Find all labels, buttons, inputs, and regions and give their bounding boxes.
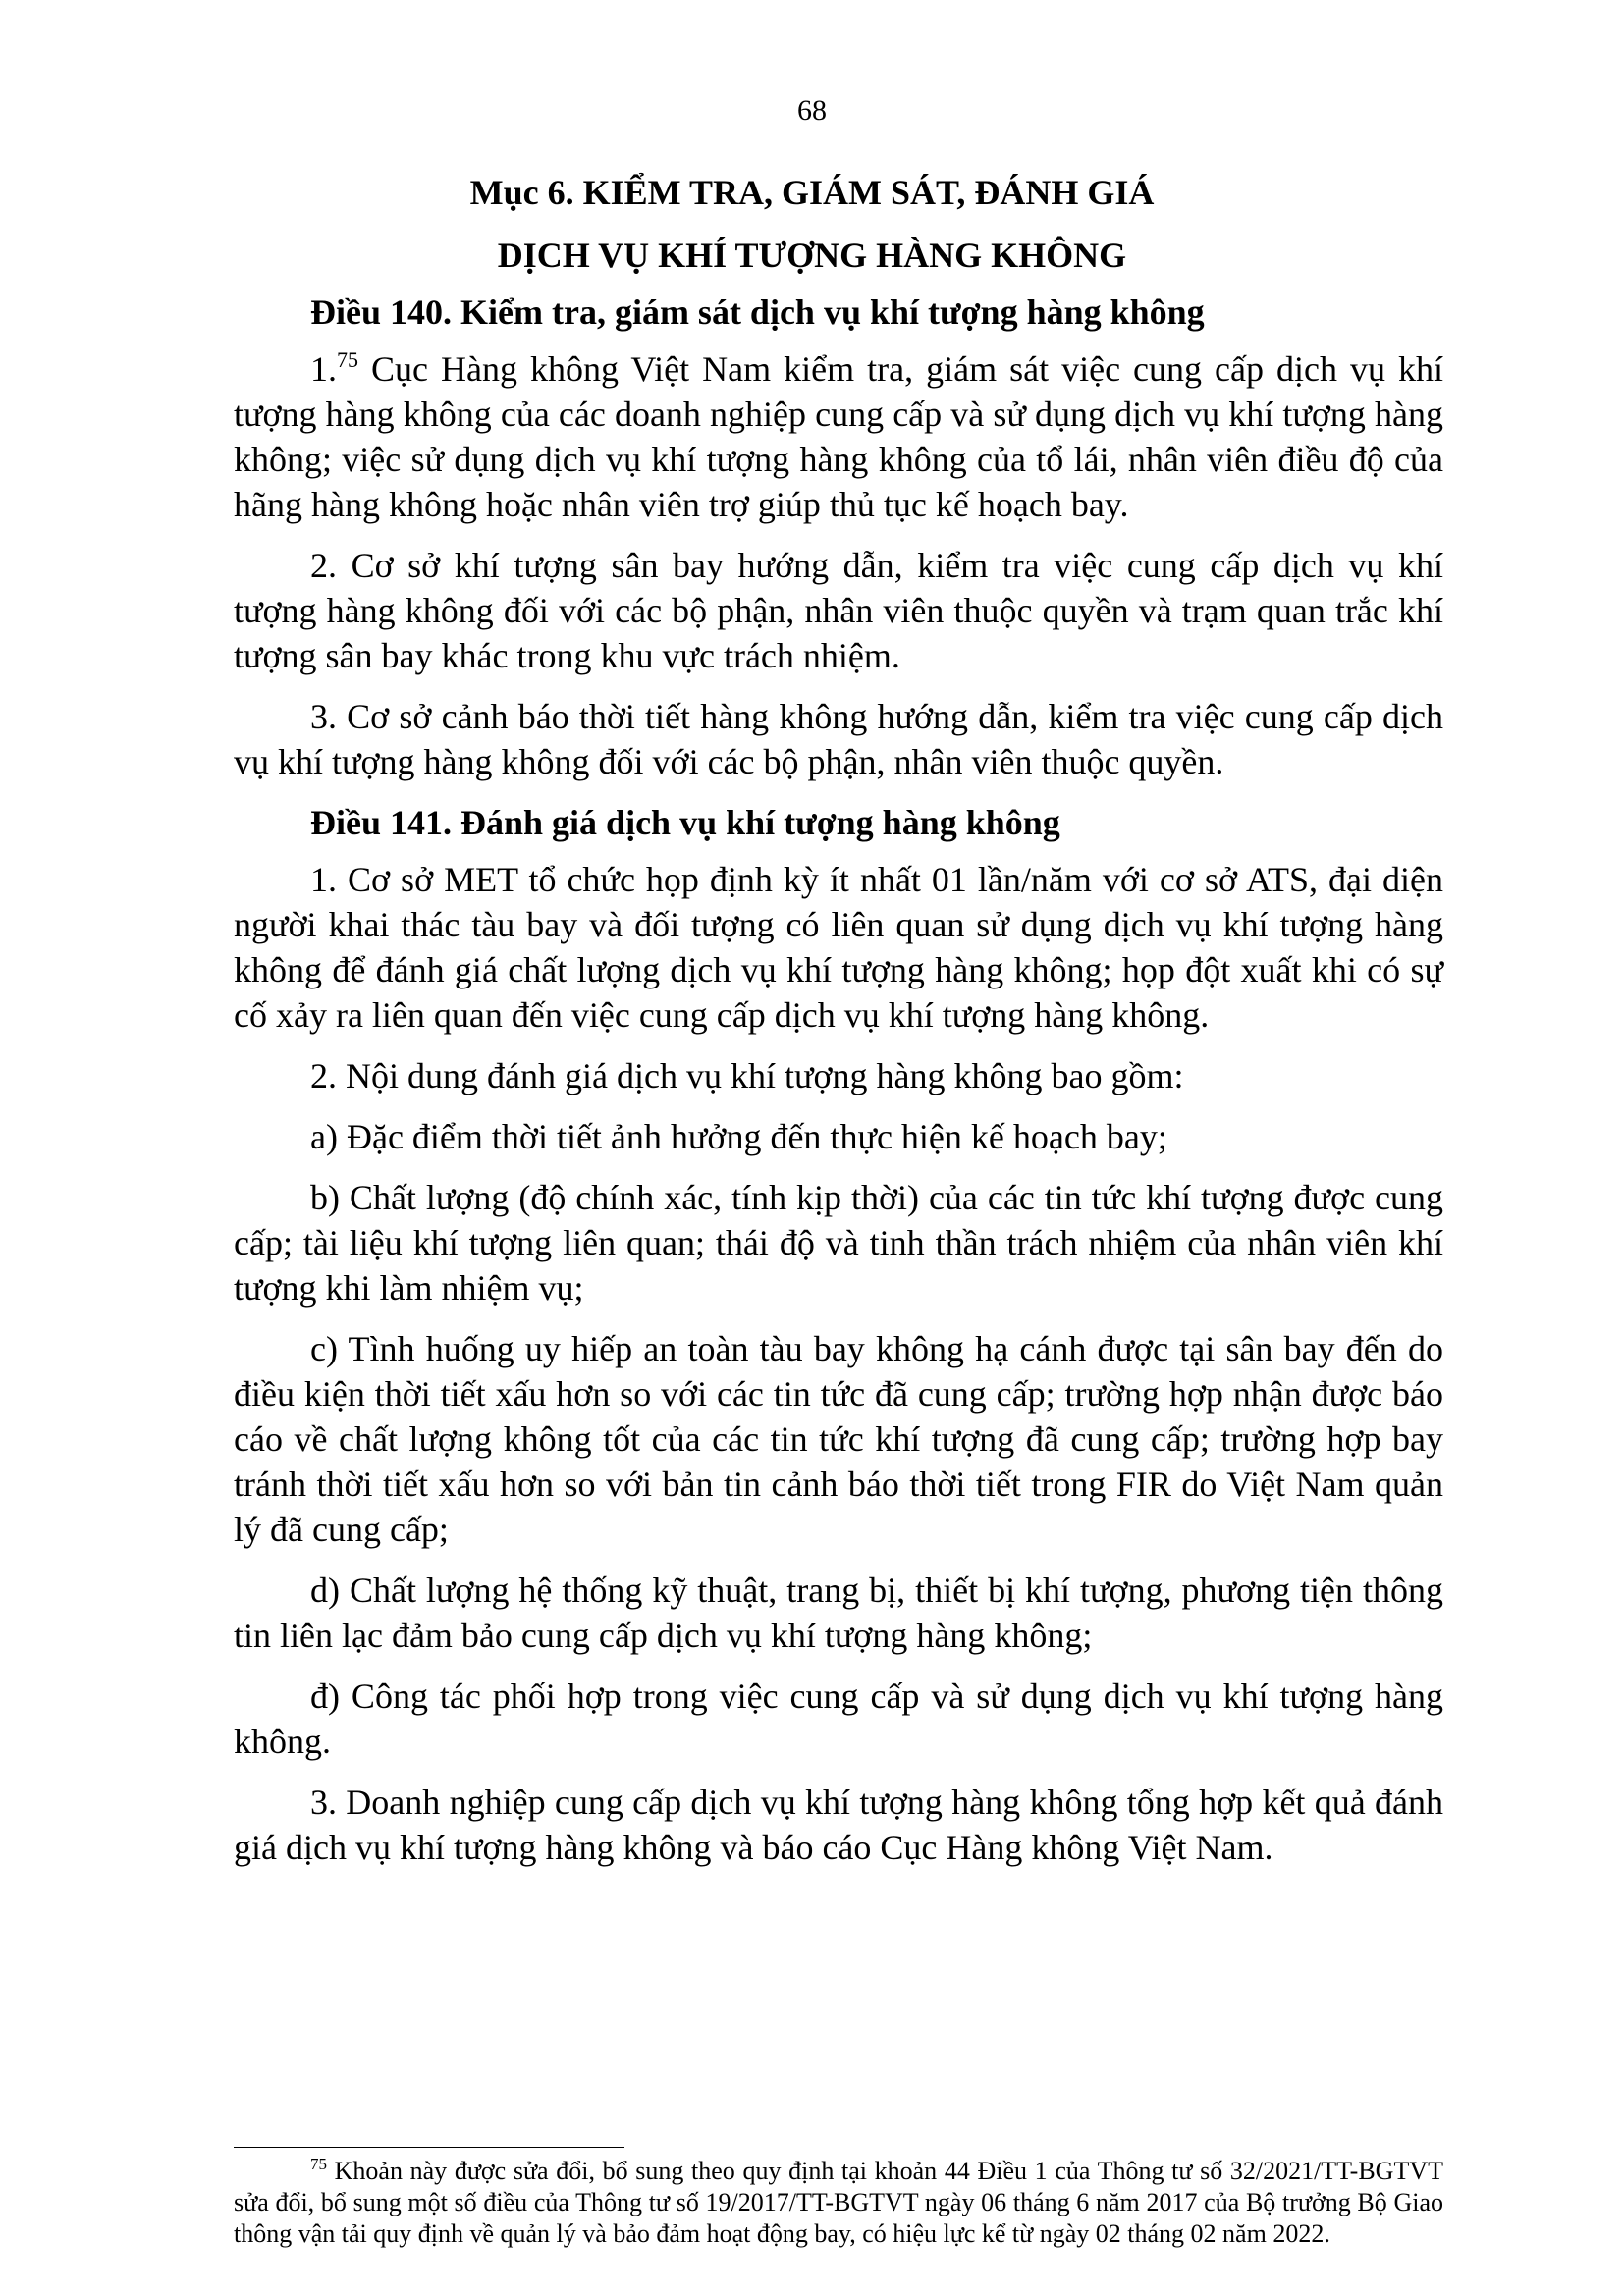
section-heading-line-2: DỊCH VỤ KHÍ TƯỢNG HÀNG KHÔNG	[497, 236, 1127, 275]
footnote-text: Khoản này được sửa đổi, bổ sung theo quy định tại khoản 44 Điều 1 của Thông tư số 32/2021/TT-BGTVT sửa đổi, bổ sung một số điều của Thông tư số 19/2017/TT-BGTVT ngày 06 tháng 6 năm 2017 của Bộ trưởng Bộ Giao thông vận tải quy định về quản lý và bảo đảm hoạt động bay, có hiệu lực kể từ ngày 02 tháng 02 năm 2022.	[234, 2157, 1443, 2248]
article-140-paragraph-1	[234, 347, 1443, 527]
article-141-item-d: d) Chất lượng hệ thống kỹ thuật, trang bị, thiết bị khí tượng, phương tiện thông tin liên lạc đảm bảo cung cấp dịch vụ khí tượng hàng không;	[234, 1571, 1443, 1655]
footnote-reference: 75	[337, 347, 358, 372]
paragraph-text: Cục Hàng không Việt Nam kiểm tra, giám sát việc cung cấp dịch vụ khí tượng hàng không của các doanh nghiệp cung cấp và sử dụng dịch vụ khí tượng hàng không; việc sử dụng dịch vụ khí tượng hàng không của tổ lái, nhân viên điều độ của hãng hàng không hoặc nhân viên trợ giúp thủ tục kế hoạch bay.	[234, 349, 1443, 524]
article-140-paragraph-3: 3. Cơ sở cảnh báo thời tiết hàng không hướng dẫn, kiểm tra việc cung cấp dịch vụ khí tượng hàng không đối với các bộ phận, nhân viên thuộc quyền.	[234, 697, 1443, 781]
footnote-number: 75	[310, 2155, 327, 2173]
section-heading-line-1: Mục 6. KIỂM TRA, GIÁM SÁT, ĐÁNH GIÁ	[469, 173, 1155, 212]
article-141-title: Điều 141. Đánh giá dịch vụ khí tượng hàng không	[310, 803, 1060, 842]
article-141-paragraph-3: 3. Doanh nghiệp cung cấp dịch vụ khí tượng hàng không tổng hợp kết quả đánh giá dịch vụ khí tượng hàng không và báo cáo Cục Hàng không Việt Nam.	[234, 1783, 1443, 1867]
article-141-paragraph-2: 2. Nội dung đánh giá dịch vụ khí tượng hàng không bao gồm:	[310, 1056, 1184, 1095]
article-141-item-dd: đ) Công tác phối hợp trong việc cung cấp và sử dụng dịch vụ khí tượng hàng không.	[234, 1677, 1443, 1761]
document-body	[234, 290, 1443, 1886]
article-141-paragraph-1: 1. Cơ sở MET tổ chức họp định kỳ ít nhất 01 lần/năm với cơ sở ATS, đại diện người khai thác tàu bay và đối tượng có liên quan sử dụng dịch vụ khí tượng hàng không để đánh giá chất lượng dịch vụ khí tượng hàng không; họp đột xuất khi có sự cố xảy ra liên quan đến việc cung cấp dịch vụ khí tượng hàng không.	[234, 860, 1443, 1035]
footnote	[234, 2156, 1443, 2250]
article-141-item-c: c) Tình huống uy hiếp an toàn tàu bay không hạ cánh được tại sân bay đến do điều kiện thời tiết xấu hơn so với các tin tức đã cung cấp; trường hợp nhận được báo cáo về chất lượng không tốt của các tin tức khí tượng đã cung cấp; trường hợp bay tránh thời tiết xấu hơn so với bản tin cảnh báo thời tiết trong FIR do Việt Nam quản lý đã cung cấp;	[234, 1329, 1443, 1549]
article-141-item-a: a) Đặc điểm thời tiết ảnh hưởng đến thực hiện kế hoạch bay;	[310, 1117, 1167, 1156]
article-141-item-b: b) Chất lượng (độ chính xác, tính kịp thời) của các tin tức khí tượng được cung cấp; tài liệu khí tượng liên quan; thái độ và tinh thần trách nhiệm của nhân viên khí tượng khi làm nhiệm vụ;	[234, 1178, 1443, 1308]
article-140-title: Điều 140. Kiểm tra, giám sát dịch vụ khí tượng hàng không	[310, 293, 1205, 332]
article-140-paragraph-2: 2. Cơ sở khí tượng sân bay hướng dẫn, kiểm tra việc cung cấp dịch vụ khí tượng hàng không đối với các bộ phận, nhân viên thuộc quyền và trạm quan trắc khí tượng sân bay khác trong khu vực trách nhiệm.	[234, 546, 1443, 675]
paragraph-number: 1.	[310, 349, 337, 389]
page-number: 68	[797, 94, 827, 127]
footnote-separator	[234, 2147, 624, 2148]
